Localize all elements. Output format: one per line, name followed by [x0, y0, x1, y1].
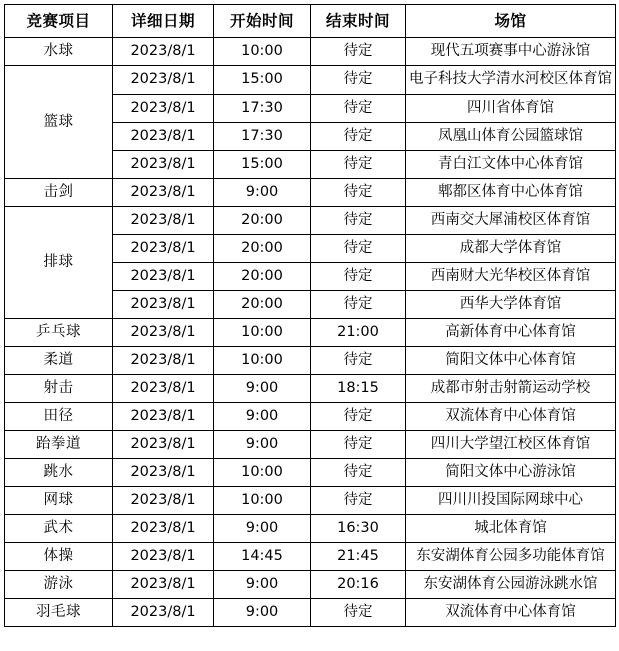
cell-date: 2023/8/1: [113, 542, 214, 570]
table-row: [5, 374, 616, 402]
table-row: [5, 598, 616, 626]
cell-date: 2023/8/1: [113, 178, 214, 206]
cell-start-time: 10:00: [214, 346, 311, 374]
cell-event: 击剑: [5, 178, 113, 206]
table-row: [5, 318, 616, 346]
cell-start-time: 10:00: [214, 458, 311, 486]
cell-date: 2023/8/1: [113, 486, 214, 514]
cell-event: 乒乓球: [5, 318, 113, 346]
cell-venue: 四川川投国际网球中心: [406, 486, 616, 514]
table-body: [5, 38, 616, 626]
cell-date: 2023/8/1: [113, 458, 214, 486]
cell-start-time: 20:00: [214, 234, 311, 262]
cell-start-time: 10:00: [214, 486, 311, 514]
cell-date: 2023/8/1: [113, 430, 214, 458]
cell-venue: 西华大学体育馆: [406, 290, 616, 318]
table-row: [5, 486, 616, 514]
cell-start-time: 9:00: [214, 514, 311, 542]
cell-end-time: 待定: [311, 38, 406, 66]
cell-event: 柔道: [5, 346, 113, 374]
cell-venue: 现代五项赛事中心游泳馆: [406, 38, 616, 66]
cell-date: 2023/8/1: [113, 66, 214, 94]
cell-event: 跳水: [5, 458, 113, 486]
column-header-venue: 场馆: [406, 5, 616, 38]
cell-start-time: 20:00: [214, 262, 311, 290]
cell-end-time: 待定: [311, 486, 406, 514]
cell-venue: 成都大学体育馆: [406, 234, 616, 262]
column-header-end-time: 结束时间: [311, 5, 406, 38]
cell-end-time: 待定: [311, 262, 406, 290]
cell-end-time: 待定: [311, 290, 406, 318]
cell-venue: 双流体育中心体育馆: [406, 402, 616, 430]
cell-date: 2023/8/1: [113, 514, 214, 542]
table-row: [5, 430, 616, 458]
cell-start-time: 17:30: [214, 94, 311, 122]
cell-end-time: 待定: [311, 94, 406, 122]
cell-venue: 四川省体育馆: [406, 94, 616, 122]
cell-event: 羽毛球: [5, 598, 113, 626]
table-header: [5, 5, 616, 38]
cell-start-time: 9:00: [214, 178, 311, 206]
cell-date: 2023/8/1: [113, 262, 214, 290]
cell-start-time: 9:00: [214, 430, 311, 458]
table-row: [5, 178, 616, 206]
cell-start-time: 15:00: [214, 66, 311, 94]
cell-event: 排球: [5, 206, 113, 318]
cell-date: 2023/8/1: [113, 598, 214, 626]
cell-end-time: 待定: [311, 150, 406, 178]
cell-start-time: 9:00: [214, 402, 311, 430]
cell-event: 篮球: [5, 66, 113, 178]
cell-start-time: 20:00: [214, 290, 311, 318]
cell-venue: 青白江文体中心体育馆: [406, 150, 616, 178]
cell-venue: 简阳文体中心游泳馆: [406, 458, 616, 486]
cell-date: 2023/8/1: [113, 206, 214, 234]
cell-date: 2023/8/1: [113, 38, 214, 66]
cell-date: 2023/8/1: [113, 318, 214, 346]
cell-date: 2023/8/1: [113, 290, 214, 318]
cell-date: 2023/8/1: [113, 346, 214, 374]
cell-end-time: 待定: [311, 598, 406, 626]
cell-end-time: 待定: [311, 458, 406, 486]
cell-venue: 成都市射击射箭运动学校: [406, 374, 616, 402]
table-row: [5, 402, 616, 430]
cell-date: 2023/8/1: [113, 94, 214, 122]
cell-end-time: 16:30: [311, 514, 406, 542]
cell-end-time: 20:16: [311, 570, 406, 598]
table-row: [5, 206, 616, 234]
cell-start-time: 10:00: [214, 318, 311, 346]
cell-venue: 城北体育馆: [406, 514, 616, 542]
cell-end-time: 待定: [311, 66, 406, 94]
cell-event: 跆拳道: [5, 430, 113, 458]
cell-end-time: 待定: [311, 430, 406, 458]
cell-end-time: 待定: [311, 122, 406, 150]
cell-venue: 四川大学望江校区体育馆: [406, 430, 616, 458]
table-row: [5, 542, 616, 570]
cell-date: 2023/8/1: [113, 150, 214, 178]
cell-event: 游泳: [5, 570, 113, 598]
cell-event: 武术: [5, 514, 113, 542]
cell-venue: 郫都区体育中心体育馆: [406, 178, 616, 206]
competition-schedule-table: [4, 4, 616, 627]
table-row: [5, 346, 616, 374]
table-row: [5, 458, 616, 486]
cell-venue: 凤凰山体育公园篮球馆: [406, 122, 616, 150]
cell-event: 田径: [5, 402, 113, 430]
cell-venue: 电子科技大学清水河校区体育馆: [406, 66, 616, 94]
table-header-row: [5, 5, 616, 38]
cell-end-time: 待定: [311, 346, 406, 374]
column-header-event: 竞赛项目: [5, 5, 113, 38]
cell-start-time: 9:00: [214, 374, 311, 402]
cell-venue: 简阳文体中心体育馆: [406, 346, 616, 374]
cell-date: 2023/8/1: [113, 122, 214, 150]
cell-start-time: 15:00: [214, 150, 311, 178]
cell-start-time: 14:45: [214, 542, 311, 570]
cell-end-time: 待定: [311, 206, 406, 234]
cell-venue: 西南财大光华校区体育馆: [406, 262, 616, 290]
cell-date: 2023/8/1: [113, 374, 214, 402]
cell-start-time: 9:00: [214, 570, 311, 598]
cell-venue: 东安湖体育公园多功能体育馆: [406, 542, 616, 570]
cell-end-time: 待定: [311, 402, 406, 430]
cell-end-time: 待定: [311, 178, 406, 206]
cell-start-time: 17:30: [214, 122, 311, 150]
cell-start-time: 9:00: [214, 598, 311, 626]
table-row: [5, 570, 616, 598]
cell-venue: 东安湖体育公园游泳跳水馆: [406, 570, 616, 598]
cell-venue: 高新体育中心体育馆: [406, 318, 616, 346]
cell-date: 2023/8/1: [113, 402, 214, 430]
cell-end-time: 21:00: [311, 318, 406, 346]
table-row: [5, 38, 616, 66]
table-row: [5, 66, 616, 94]
cell-event: 体操: [5, 542, 113, 570]
column-header-date: 详细日期: [113, 5, 214, 38]
cell-end-time: 18:15: [311, 374, 406, 402]
cell-end-time: 待定: [311, 234, 406, 262]
cell-end-time: 21:45: [311, 542, 406, 570]
cell-venue: 西南交大犀浦校区体育馆: [406, 206, 616, 234]
cell-event: 网球: [5, 486, 113, 514]
cell-date: 2023/8/1: [113, 234, 214, 262]
cell-start-time: 20:00: [214, 206, 311, 234]
cell-venue: 双流体育中心体育馆: [406, 598, 616, 626]
cell-start-time: 10:00: [214, 38, 311, 66]
cell-event: 水球: [5, 38, 113, 66]
cell-date: 2023/8/1: [113, 570, 214, 598]
column-header-start-time: 开始时间: [214, 5, 311, 38]
table-row: [5, 514, 616, 542]
cell-event: 射击: [5, 374, 113, 402]
